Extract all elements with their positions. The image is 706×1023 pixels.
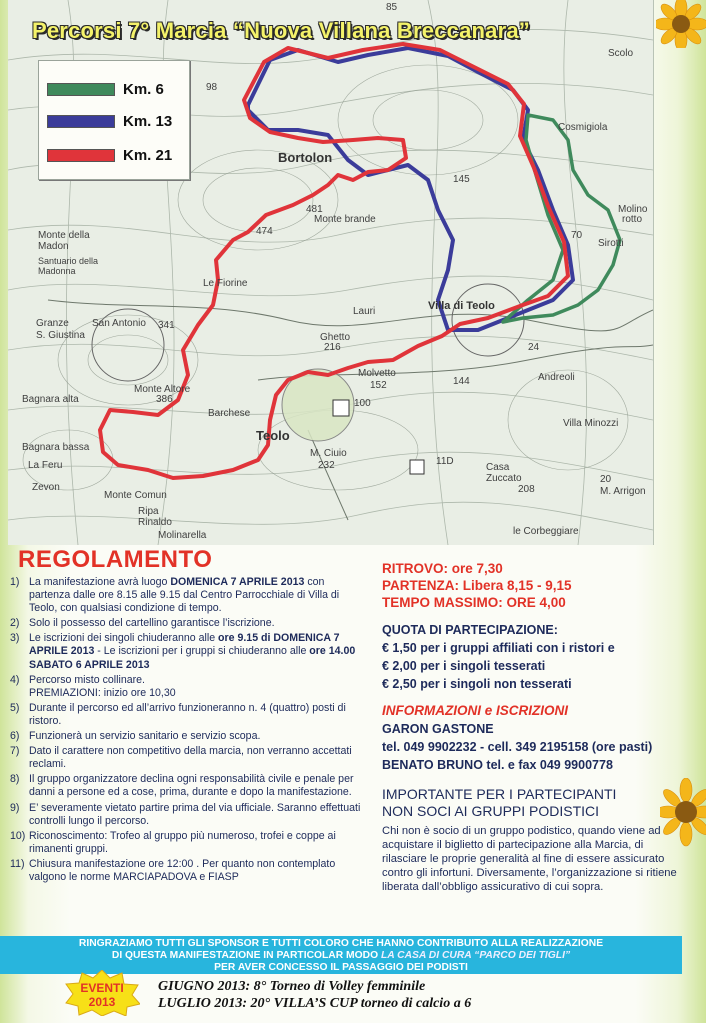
rule-text: Dato il carattere non competitivo della marcia, non verranno accettati reclami. xyxy=(29,745,352,771)
rule-number: 8) xyxy=(10,773,20,786)
map-label: S. Giustina xyxy=(36,330,85,341)
map-label: Bagnara bassa xyxy=(22,442,90,453)
map-label: 386 xyxy=(156,394,173,405)
map-label: 20 xyxy=(600,474,612,485)
quota-item: € 2,00 per i singoli tesserati xyxy=(382,659,546,673)
map-label: 152 xyxy=(370,380,387,391)
map-label: Le Fiorine xyxy=(203,278,248,289)
partenza-text: PARTENZA: Libera 8,15 - 9,15 xyxy=(382,578,572,593)
map-label: Granze xyxy=(36,318,69,329)
map-label: Villa di Teolo xyxy=(428,300,495,312)
rule-number: 2) xyxy=(10,617,20,630)
legend-item-km13 xyxy=(47,111,172,131)
map-label: 98 xyxy=(206,82,218,93)
map-label: Monte della Madon xyxy=(38,230,90,252)
rule-text: Funzionerà un servizio sanitario e servizio scopa. xyxy=(29,730,261,743)
map-label: Sirotti xyxy=(598,238,624,249)
rule-text: Percorso misto collinare. PREMIAZIONI: inizio ore 10,30 xyxy=(29,673,176,699)
rule-number: 9) xyxy=(10,801,20,814)
parking-marker xyxy=(333,400,349,416)
map-label: M. Ciuio xyxy=(310,448,347,459)
ritrovo-text: RITROVO: ore 7,30 xyxy=(382,561,503,576)
rule-text: Le iscrizioni dei singoli chiuderanno alle ore 9.15 di DOMENICA 7 APRILE 2013 - Le iscrizioni per i gruppi si chiuderanno alle ore 14.00 SABATO 6 APRILE 2013 xyxy=(29,632,356,671)
map-label: 70 xyxy=(571,230,583,241)
rule-number: 4) xyxy=(10,673,20,686)
legend xyxy=(38,60,190,180)
rule-item xyxy=(10,730,362,743)
rules-list xyxy=(10,576,362,886)
rule-text: Solo il possesso del cartellino garantisce l’iscrizione. xyxy=(29,617,275,630)
map-label: 85 xyxy=(386,2,398,13)
map-label: Lauri xyxy=(353,306,376,317)
rule-item xyxy=(10,773,362,799)
rule-number: 1) xyxy=(10,576,20,588)
contact-line: BENATO BRUNO tel. e fax 049 9900778 xyxy=(382,758,613,772)
thanks-line: RINGRAZIAMO TUTTI GLI SPONSOR E TUTTI COLORO CHE HANNO CONTRIBUITO ALLA REALIZZAZIONE xyxy=(78,938,604,949)
map-label: Villa Minozzi xyxy=(563,418,619,429)
map-label: Zevon xyxy=(32,482,60,493)
page-title: Percorsi 7° Marcia “Nuova Villana Breccanara” xyxy=(32,18,530,43)
rule-text: Durante il percorso ed all’arrivo funzioneranno n. 4 (quattro) posti di ristoro. xyxy=(29,701,346,727)
quota-title: QUOTA DI PARTECIPAZIONE: xyxy=(382,623,558,637)
rule-number: 5) xyxy=(10,701,20,714)
rule-number: 6) xyxy=(10,730,20,743)
quota-item: € 2,50 per i singoli non tesserati xyxy=(382,677,572,691)
event-item: GIUGNO 2013: 8° Torneo di Volley femminile xyxy=(158,979,426,994)
map-label: Scolo xyxy=(608,48,634,59)
legend-item-km21 xyxy=(47,145,172,165)
contact-name: GARON GASTONE xyxy=(382,722,494,736)
thanks-line: PER AVER CONCESSO IL PASSAGGIO DEI PODISTI xyxy=(214,962,468,973)
parking-marker xyxy=(410,460,424,474)
rule-item xyxy=(10,802,362,828)
map-label: 145 xyxy=(453,174,470,185)
contact-phone: tel. 049 9902232 - cell. 349 2195158 (ore pasti) xyxy=(382,740,653,754)
importante-text: Chi non è socio di un gruppo podistico, quando viene ad acquistare il biglietto di partecipazione alla Marcia, di rilasciare le proprie generalità al fine di essere assicurato contro gli infortuni. Diversamente, l’organizzazione si ritiene liberata dall’obbligo assicurativo di cui sopra. xyxy=(382,825,677,893)
map-label: Santuario della Madonna xyxy=(38,256,99,276)
tempo-massimo-text: TEMPO MASSIMO: ORE 4,00 xyxy=(382,595,566,610)
map-label: 232 xyxy=(318,460,335,471)
map-label: rotto xyxy=(622,214,643,225)
map-label: M. Arrigon xyxy=(600,486,646,497)
map-label: 100 xyxy=(354,398,371,409)
importante-subtitle: NON SOCI AI GRUPPI PODISTICI xyxy=(382,803,600,819)
rule-number: 3) xyxy=(10,632,20,645)
map-label: 216 xyxy=(324,342,341,353)
map-label: 474 xyxy=(256,226,273,237)
quota-item: € 1,50 per i gruppi affiliati con i ristori e xyxy=(382,641,615,655)
map-label: Molvetto xyxy=(358,368,396,379)
rule-item xyxy=(10,830,362,856)
map-label: Teolo xyxy=(256,428,290,443)
map-label: La Feru xyxy=(28,460,63,471)
map-label: Ghetto xyxy=(320,332,351,343)
info-column xyxy=(382,560,682,894)
map-label: Ripa Rinaldo xyxy=(138,506,172,528)
importante-title: IMPORTANTE PER I PARTECIPANTI xyxy=(382,786,617,802)
rule-text: La manifestazione avrà luogo DOMENICA 7 APRILE 2013 con partenza dalle ore 8.15 alle 9.15 dal Centro Parrocchiale di Villa di Teolo, con qualsiasi condizione di tempo. xyxy=(29,576,340,615)
rule-text: Il gruppo organizzatore declina ogni responsabilità civile e penale per danni a persone ed a cose, prima, durante e dopo la manifestazione. xyxy=(29,773,354,799)
legend-swatch xyxy=(47,149,115,162)
rule-text: Riconoscimento: Trofeo al gruppo più numeroso, trofei e coppe ai rimanenti gruppi. xyxy=(29,829,336,855)
thanks-line: DI QUESTA MANIFESTAZIONE IN PARTICOLAR MODO LA CASA DI CURA “PARCO DEI TIGLI” xyxy=(111,950,571,961)
sunflower-icon xyxy=(656,0,706,48)
rule-item xyxy=(10,576,362,615)
rule-number: 10) xyxy=(10,829,26,842)
map-label: Monte Comun xyxy=(104,490,167,501)
map-label: Bortolon xyxy=(278,150,333,165)
event-item: LUGLIO 2013: 20° VILLA’S CUP torneo di calcio a 6 xyxy=(158,996,472,1011)
eventi-badge xyxy=(64,970,140,1016)
map-label: Monte Altore xyxy=(134,384,191,395)
legend-label: Km. 21 xyxy=(123,146,173,164)
thanks-banner xyxy=(0,936,682,974)
legend-swatch xyxy=(47,83,115,96)
map-label: Monte brande xyxy=(314,214,376,225)
map-label: Bagnara alta xyxy=(22,394,79,405)
informazioni-title: INFORMAZIONI e ISCRIZIONI xyxy=(382,703,569,718)
route-km13 xyxy=(248,48,573,330)
map-label: 144 xyxy=(453,376,470,387)
map-label: Andreoli xyxy=(538,372,575,383)
legend-label: Km. 6 xyxy=(123,80,164,98)
events-list xyxy=(158,978,471,1012)
rule-item xyxy=(10,858,362,884)
rule-text: E’ severamente vietato partire prima del via ufficiale. Saranno effettuati controlli lungo il percorso. xyxy=(29,801,361,827)
rule-item xyxy=(10,745,362,771)
rule-item xyxy=(10,674,362,700)
legend-item-km6 xyxy=(47,79,164,99)
legend-label: Km. 13 xyxy=(123,112,173,130)
map-label: Molinarella xyxy=(158,530,207,541)
rule-item xyxy=(10,632,362,671)
map-label: 208 xyxy=(518,484,535,495)
route-map xyxy=(8,0,654,545)
map-label: 341 xyxy=(158,320,175,331)
map-label: 11D xyxy=(436,456,454,467)
rule-text: Chiusura manifestazione ore 12:00 . Per quanto non contemplato valgono le norme MARCIAPADOVA e FIASP xyxy=(29,857,336,883)
map-label: Barchese xyxy=(208,408,251,419)
map-label: Molino xyxy=(618,204,648,215)
map-label: San Antonio xyxy=(92,318,146,329)
map-label: le Corbeggiare xyxy=(513,526,579,537)
rule-item xyxy=(10,617,362,630)
rule-item xyxy=(10,702,362,728)
rule-number: 7) xyxy=(10,745,20,758)
eventi-badge-label: EVENTI xyxy=(80,981,124,995)
eventi-badge-year: 2013 xyxy=(88,995,116,1009)
legend-swatch xyxy=(47,115,115,128)
map-label: 481 xyxy=(306,204,323,215)
rule-number: 11) xyxy=(10,857,25,870)
map-label: Casa Zuccato xyxy=(486,462,522,484)
map-label: 24 xyxy=(528,342,540,353)
map-label: Cosmigiola xyxy=(558,122,608,133)
regolamento-title: REGOLAMENTO xyxy=(18,546,213,573)
